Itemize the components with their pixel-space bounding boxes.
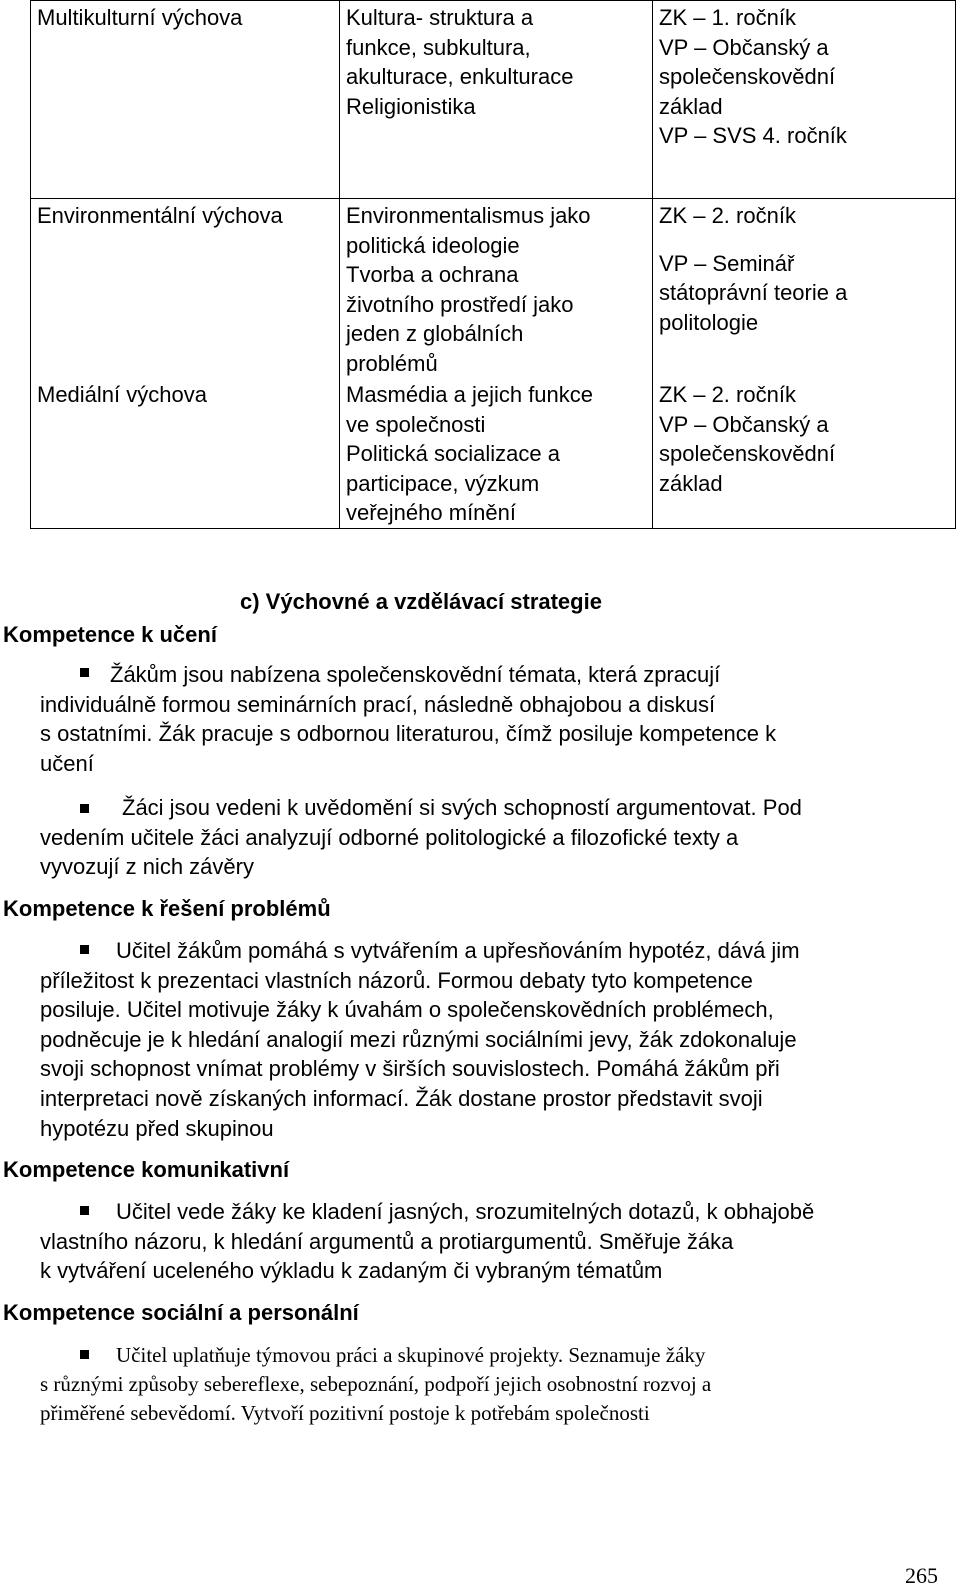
subject-line: ZK – 2. ročník [659, 382, 796, 407]
topic-label: Multikulturní výchova [37, 5, 243, 30]
content-line: politická ideologie [346, 232, 520, 258]
subjects-cell [653, 1, 956, 199]
text-line: svoji schopnost vnímat problémy v širších souvislostech. Pomáhá žákům při [40, 1056, 780, 1082]
text-line: podněcuje je k hledání analogií mezi různými sociálními jevy, žák zdokonaluje [40, 1026, 797, 1052]
text-line: přiměřené sebevědomí. Vytvoří pozitivní postoje k potřebám společnosti [40, 1401, 650, 1425]
text-line: Učitel vede žáky ke kladení jasných, srozumitelných dotazů, k obhajobě [116, 1199, 815, 1224]
content-line: funkce, subkultura, [346, 34, 531, 60]
content-line: Kultura- struktura a [346, 5, 534, 30]
topic-cell [31, 378, 340, 528]
content-cell [340, 378, 653, 528]
heading-social: Kompetence sociální a personální [3, 1300, 359, 1325]
text-line: vyvozují z nich závěry [40, 854, 254, 880]
subject-line: základ [659, 470, 723, 496]
text-line: vlastního názoru, k hledání argumentů a protiargumentů. Směřuje žáka [40, 1228, 734, 1254]
text-line: učení [40, 750, 94, 776]
content-line: Masmédia a jejich funkce [346, 382, 594, 407]
text-line: individuálně formou seminárních prací, následně obhajobou a diskusí [40, 691, 716, 717]
text-line: posiluje. Učitel motivuje žáky k úvahám o společenskovědních problémech, [40, 997, 774, 1023]
subject-line: politologie [659, 309, 759, 335]
topics-table [30, 0, 956, 529]
text-line: Učitel uplatňuje týmovou práci a skupinové projekty. Seznamuje žáky [116, 1343, 706, 1367]
text-line: Učitel žákům pomáhá s vytvářením a upřesňováním hypotéz, dává jim [116, 938, 800, 963]
table-row [31, 1, 956, 199]
topic-cell [31, 199, 340, 379]
text-line: Žákům jsou nabízena společenskovědní témata, která zpracují [110, 662, 721, 687]
text-line: interpretaci nově získaných informací. Žák dostane prostor představit svoji [40, 1085, 763, 1111]
content-line: životního prostředí jako [346, 291, 574, 317]
text-line: vedením učitele žáci analyzují odborné politologické a filozofické texty a [40, 824, 739, 850]
text-line: s různými způsoby sebereflexe, sebepoznání, podpoří jejich osobnostní rozvoj a [40, 1372, 712, 1396]
subjects-cell [653, 378, 956, 528]
table-row [31, 199, 956, 379]
page-number: 265 [905, 1563, 938, 1588]
content-cell [340, 199, 653, 379]
heading-learning: Kompetence k učení [3, 622, 217, 647]
content-line: Religionistika [346, 93, 476, 119]
text-line: Žáci jsou vedeni k uvědomění si svých schopností argumentovat. Pod [122, 795, 802, 820]
content-line: veřejného mínění [346, 500, 516, 525]
text-line: hypotézu před skupinou [40, 1115, 274, 1141]
subject-line: ZK – 1. ročník [659, 5, 796, 30]
topic-label: Environmentální výchova [37, 203, 283, 228]
section-title: c) Výchovné a vzdělávací strategie [240, 589, 602, 614]
paragraph-problems [40, 936, 940, 1143]
topic-label: Mediální výchova [37, 382, 207, 407]
subject-line: základ [659, 93, 723, 119]
topic-cell [31, 1, 340, 199]
text-line: k vytváření uceleného výkladu k zadaným či vybraným tématům [40, 1258, 663, 1284]
subject-line: VP – Občanský a [659, 411, 829, 437]
subject-line: společenskovědní [659, 64, 836, 89]
content-line: problémů [346, 350, 438, 376]
text-line: s ostatními. Žák pracuje s odbornou literaturou, čímž posiluje kompetence k [40, 721, 777, 747]
table-row [31, 378, 956, 528]
subjects-cell [653, 199, 956, 379]
content-line: participace, výzkum [346, 470, 540, 496]
paragraph-learning-2 [40, 793, 940, 882]
paragraph-social [40, 1341, 940, 1428]
content-cell [340, 1, 653, 199]
text-line: příležitost k prezentaci vlastních názorů. Formou debaty tyto kompetence [40, 967, 753, 993]
subject-line: VP – Občanský a [659, 34, 829, 60]
paragraph-learning-1 [40, 660, 940, 778]
content-line: akulturace, enkulturace [346, 64, 574, 89]
subject-line: VP – Seminář [659, 250, 795, 276]
content-line: jeden z globálních [346, 321, 524, 346]
content-line: Environmentalismus jako [346, 203, 591, 228]
content-line: Tvorba a ochrana [346, 262, 519, 287]
content-line: ve společnosti [346, 411, 486, 437]
subject-line: společenskovědní [659, 441, 836, 466]
subject-line: státoprávní teorie a [659, 280, 848, 305]
subject-line: VP – SVS 4. ročník [659, 123, 847, 148]
subject-line: ZK – 2. ročník [659, 203, 796, 228]
paragraph-communication [40, 1197, 940, 1286]
heading-problems: Kompetence k řešení problémů [3, 896, 331, 921]
content-line: Politická socializace a [346, 441, 560, 466]
heading-communication: Kompetence komunikativní [3, 1157, 290, 1182]
